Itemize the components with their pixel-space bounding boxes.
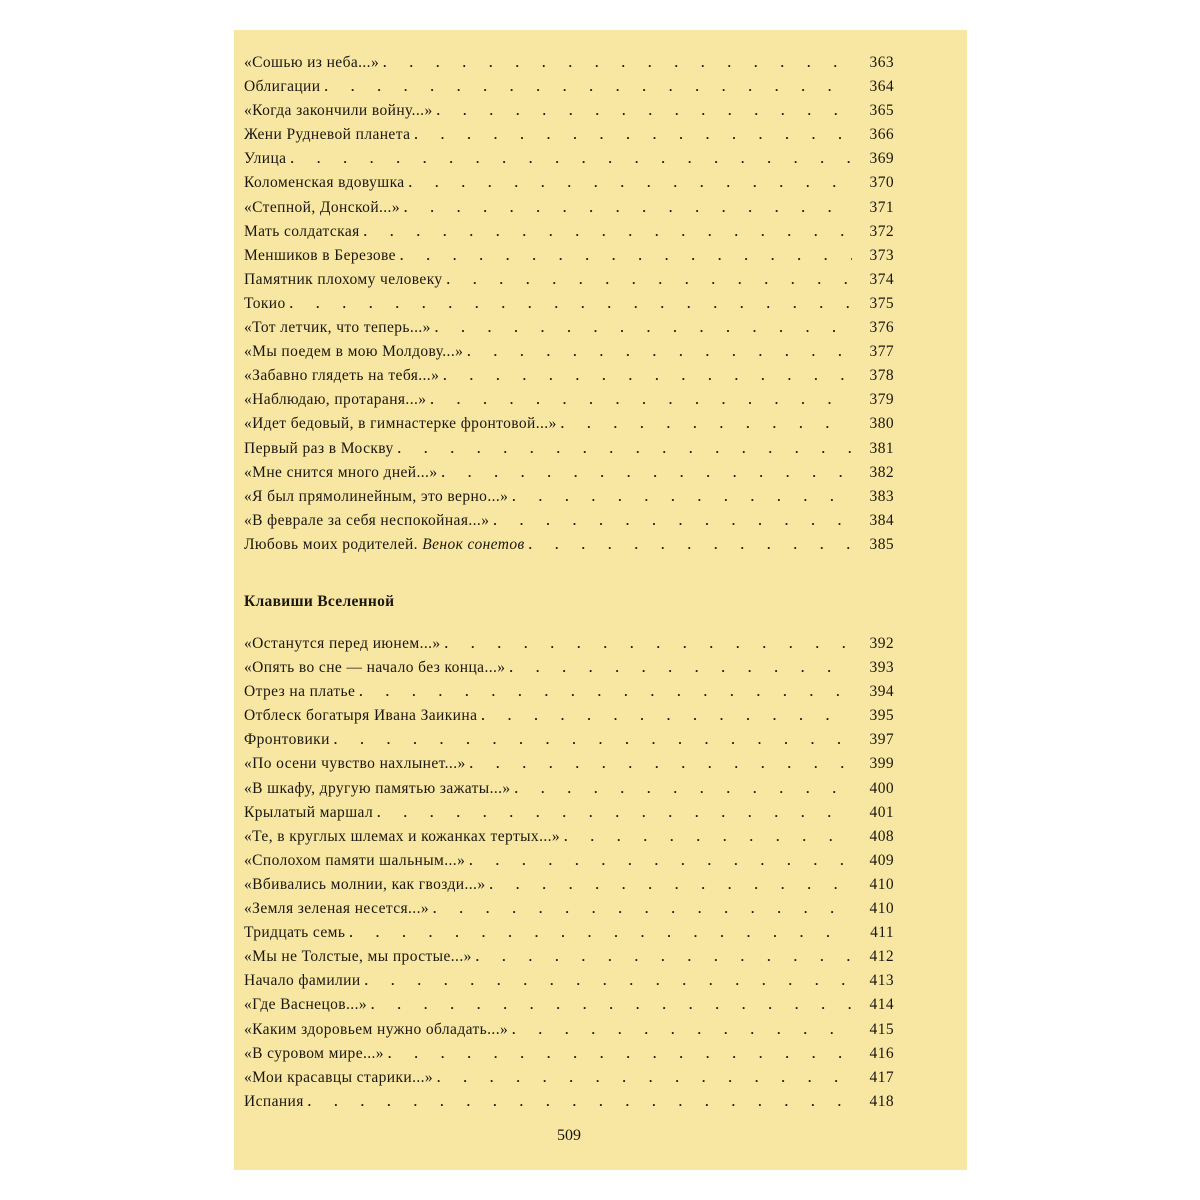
dot-leader <box>433 901 852 917</box>
toc-entry-title: «Забавно глядеть на тебя...» <box>244 367 440 385</box>
toc-entry <box>244 247 894 271</box>
toc-entry-title: «Идет бедовый, в гимнастерке фронтовой...» <box>244 415 557 433</box>
dot-leader <box>324 79 852 95</box>
section-heading: Клавиши Вселенной <box>244 593 395 610</box>
dot-leader <box>371 997 852 1013</box>
toc-entry-page: 371 <box>869 198 894 216</box>
toc-entry <box>244 804 894 828</box>
dot-leader <box>383 55 852 71</box>
toc-entry-title: «В шкафу, другую памятью зажаты...» <box>244 779 511 797</box>
toc-entry-title: «Сошью из неба...» <box>244 54 380 71</box>
toc-entry-page: 409 <box>869 851 894 869</box>
toc-entry <box>244 488 894 512</box>
dot-leader <box>447 272 852 288</box>
toc-entry-page: 399 <box>869 755 894 773</box>
toc-entry-title: Мать солдатская <box>244 222 360 240</box>
toc-entry <box>244 464 894 488</box>
toc-entry-title: Памятник плохому человеку <box>244 270 443 288</box>
toc-entry-page: 395 <box>869 707 894 725</box>
toc-entry-title: «Сполохом памяти шальным...» <box>244 851 466 869</box>
dot-leader <box>529 537 852 553</box>
toc-entry <box>244 512 894 536</box>
toc-entry <box>244 343 894 367</box>
toc-entry-page: 411 <box>870 924 894 942</box>
toc-entry-page: 364 <box>869 78 894 96</box>
toc-entry-title-main: Любовь моих родителей. <box>244 535 418 553</box>
toc-entry-page: 416 <box>869 1044 894 1062</box>
toc-entry <box>244 780 894 804</box>
dot-leader <box>493 513 852 529</box>
dot-leader <box>476 949 852 965</box>
dot-leader <box>564 829 852 845</box>
dot-leader <box>445 636 852 652</box>
toc-entry-title: Улица <box>244 150 287 168</box>
toc-entry-page: 363 <box>869 54 894 71</box>
dot-leader <box>467 344 852 360</box>
toc-entry-page: 394 <box>869 683 894 701</box>
dot-leader <box>469 853 852 869</box>
toc-entry <box>244 683 894 707</box>
dot-leader <box>349 925 852 941</box>
dot-leader <box>404 200 852 216</box>
toc-entry <box>244 1045 894 1069</box>
dot-leader <box>470 756 852 772</box>
dot-leader <box>443 368 852 384</box>
toc-entry-title: «Мы поедем в мою Молдову...» <box>244 343 464 361</box>
dot-leader <box>489 877 852 893</box>
toc-entry-page: 365 <box>869 102 894 120</box>
toc-entry-page: 410 <box>869 875 894 893</box>
toc-entry-page: 381 <box>869 439 894 457</box>
toc-entry-title: «Вбивались молнии, как гвозди...» <box>244 875 486 893</box>
toc-entry-title: «Опять во сне — начало без конца...» <box>244 659 506 677</box>
toc-entry <box>244 1069 894 1093</box>
dot-leader <box>512 1022 852 1038</box>
toc-entry <box>244 707 894 731</box>
toc-entry-page: 373 <box>869 246 894 264</box>
toc-entry-title: «Останутся перед июнем...» <box>244 635 441 652</box>
dot-leader <box>359 684 852 700</box>
toc-entry-title: Начало фамилии <box>244 972 361 990</box>
toc-entry <box>244 635 894 659</box>
dot-leader <box>512 489 852 505</box>
toc-entry <box>244 126 894 150</box>
toc-entry <box>244 367 894 391</box>
toc-entry-title <box>244 536 525 554</box>
toc-entry-page: 369 <box>869 150 894 168</box>
dot-leader <box>414 127 852 143</box>
toc-entry-title: «Где Васнецов...» <box>244 996 367 1014</box>
toc-entry <box>244 271 894 295</box>
toc-entry-title: «Каким здоровьем нужно обладать...» <box>244 1020 509 1038</box>
toc-entry-page: 418 <box>869 1092 894 1110</box>
page-number: 509 <box>557 1127 581 1144</box>
toc-entry-page: 413 <box>869 972 894 990</box>
toc-entry-page: 393 <box>869 659 894 677</box>
toc-entry-title: «Мы не Толстые, мы простые...» <box>244 948 472 966</box>
toc-entry-page: 378 <box>869 367 894 385</box>
toc-entry <box>244 828 894 852</box>
toc-entry-page: 397 <box>869 731 894 749</box>
toc-entry <box>244 102 894 126</box>
toc-entry-page: 375 <box>869 294 894 312</box>
toc-entry-title: «Наблюдаю, протараня...» <box>244 391 427 409</box>
toc-entry-title: «Тот летчик, что теперь...» <box>244 319 431 337</box>
dot-leader <box>290 151 852 167</box>
toc-entry-page: 414 <box>869 996 894 1014</box>
toc-entry-title: Тридцать семь <box>244 924 346 942</box>
toc-entry <box>244 174 894 198</box>
toc-entry <box>244 924 894 948</box>
toc-entry <box>244 731 894 755</box>
toc-entry <box>244 876 894 900</box>
dot-leader <box>365 973 852 989</box>
toc-entry-title: Испания <box>244 1092 304 1110</box>
dot-leader <box>308 1094 852 1110</box>
toc-entry <box>244 150 894 174</box>
toc-list-part1 <box>244 54 894 560</box>
dot-leader <box>509 660 852 676</box>
toc-entry <box>244 223 894 247</box>
toc-entry-page: 410 <box>869 900 894 918</box>
toc-entry-title: Облигации <box>244 78 321 96</box>
dot-leader <box>409 175 852 191</box>
toc-entry-page: 379 <box>869 391 894 409</box>
dot-leader <box>398 441 852 457</box>
toc-entry <box>244 391 894 415</box>
toc-entry-page: 380 <box>869 415 894 433</box>
dot-leader <box>481 708 852 724</box>
toc-entry <box>244 536 894 560</box>
toc-entry-page: 412 <box>869 948 894 966</box>
toc-entry <box>244 440 894 464</box>
toc-entry <box>244 948 894 972</box>
toc-entry-title: «В суровом мире...» <box>244 1044 384 1062</box>
toc-entry-title: «В феврале за себя неспокойная...» <box>244 511 490 529</box>
dot-leader <box>430 392 852 408</box>
toc-entry-title: «Я был прямолинейным, это верно...» <box>244 487 509 505</box>
toc-entry <box>244 996 894 1020</box>
toc-entry <box>244 852 894 876</box>
dot-leader <box>441 465 852 481</box>
toc-entry-page: 376 <box>869 319 894 337</box>
toc-entry-title: «Степной, Донской...» <box>244 198 400 216</box>
dot-leader <box>377 805 852 821</box>
book-page <box>234 30 967 1170</box>
dot-leader <box>561 416 852 432</box>
toc-entry <box>244 659 894 683</box>
toc-entry-page: 401 <box>869 803 894 821</box>
toc-entry-page: 382 <box>869 463 894 481</box>
toc-entry <box>244 1021 894 1045</box>
toc-entry <box>244 972 894 996</box>
toc-entry <box>244 319 894 343</box>
toc-entry-title: Отблеск богатыря Ивана Заикина <box>244 707 478 725</box>
toc-entry-page: 370 <box>869 174 894 192</box>
dot-leader <box>437 103 852 119</box>
toc-entry-title: Первый раз в Москву <box>244 439 394 457</box>
toc-entry-title: «Земля зеленая несется...» <box>244 900 429 918</box>
toc-entry-page: 415 <box>869 1020 894 1038</box>
dot-leader <box>290 296 852 312</box>
toc-entry-page: 392 <box>869 635 894 652</box>
dot-leader <box>388 1046 852 1062</box>
toc-entry-page: 366 <box>869 126 894 144</box>
toc-entry-title: «Мои красавцы старики...» <box>244 1068 434 1086</box>
toc-entry-title: Отрез на платье <box>244 683 356 701</box>
toc-entry-page: 384 <box>869 511 894 529</box>
toc-entry-title: «По осени чувство нахлынет...» <box>244 755 466 773</box>
toc-entry <box>244 1093 894 1117</box>
toc-entry-page: 408 <box>869 827 894 845</box>
toc-entry <box>244 78 894 102</box>
dot-leader <box>334 732 852 748</box>
toc-entry-title: «Мне снится много дней...» <box>244 463 438 481</box>
toc-entry-title: Фронтовики <box>244 731 330 749</box>
toc-entry-page: 383 <box>869 487 894 505</box>
toc-entry-page: 377 <box>869 343 894 361</box>
dot-leader <box>400 248 852 264</box>
toc-entry <box>244 755 894 779</box>
toc-entry-page: 400 <box>869 779 894 797</box>
dot-leader <box>437 1070 852 1086</box>
toc-entry-title: Токио <box>244 294 286 312</box>
dot-leader <box>515 781 852 797</box>
toc-entry-subtitle: Венок сонетов <box>422 535 525 553</box>
toc-entry-title: Крылатый маршал <box>244 803 374 821</box>
toc-entry-title: Жени Рудневой планета <box>244 126 411 144</box>
toc-entry <box>244 54 894 78</box>
toc-entry-title: Коломенская вдовушка <box>244 174 405 192</box>
toc-entry-page: 385 <box>869 535 894 553</box>
toc-entry-page: 417 <box>869 1068 894 1086</box>
toc-entry-title: Меншиков в Березове <box>244 246 396 264</box>
toc-entry <box>244 415 894 439</box>
dot-leader <box>435 320 852 336</box>
dot-leader <box>364 224 852 240</box>
toc-list-part2 <box>244 635 894 1117</box>
toc-entry-page: 372 <box>869 222 894 240</box>
toc-entry <box>244 199 894 223</box>
toc-entry <box>244 900 894 924</box>
toc-entry <box>244 295 894 319</box>
toc-entry-page: 374 <box>869 270 894 288</box>
toc-entry-title: «Когда закончили войну...» <box>244 102 433 120</box>
toc-entry-title: «Те, в круглых шлемах и кожанках тертых...» <box>244 827 561 845</box>
